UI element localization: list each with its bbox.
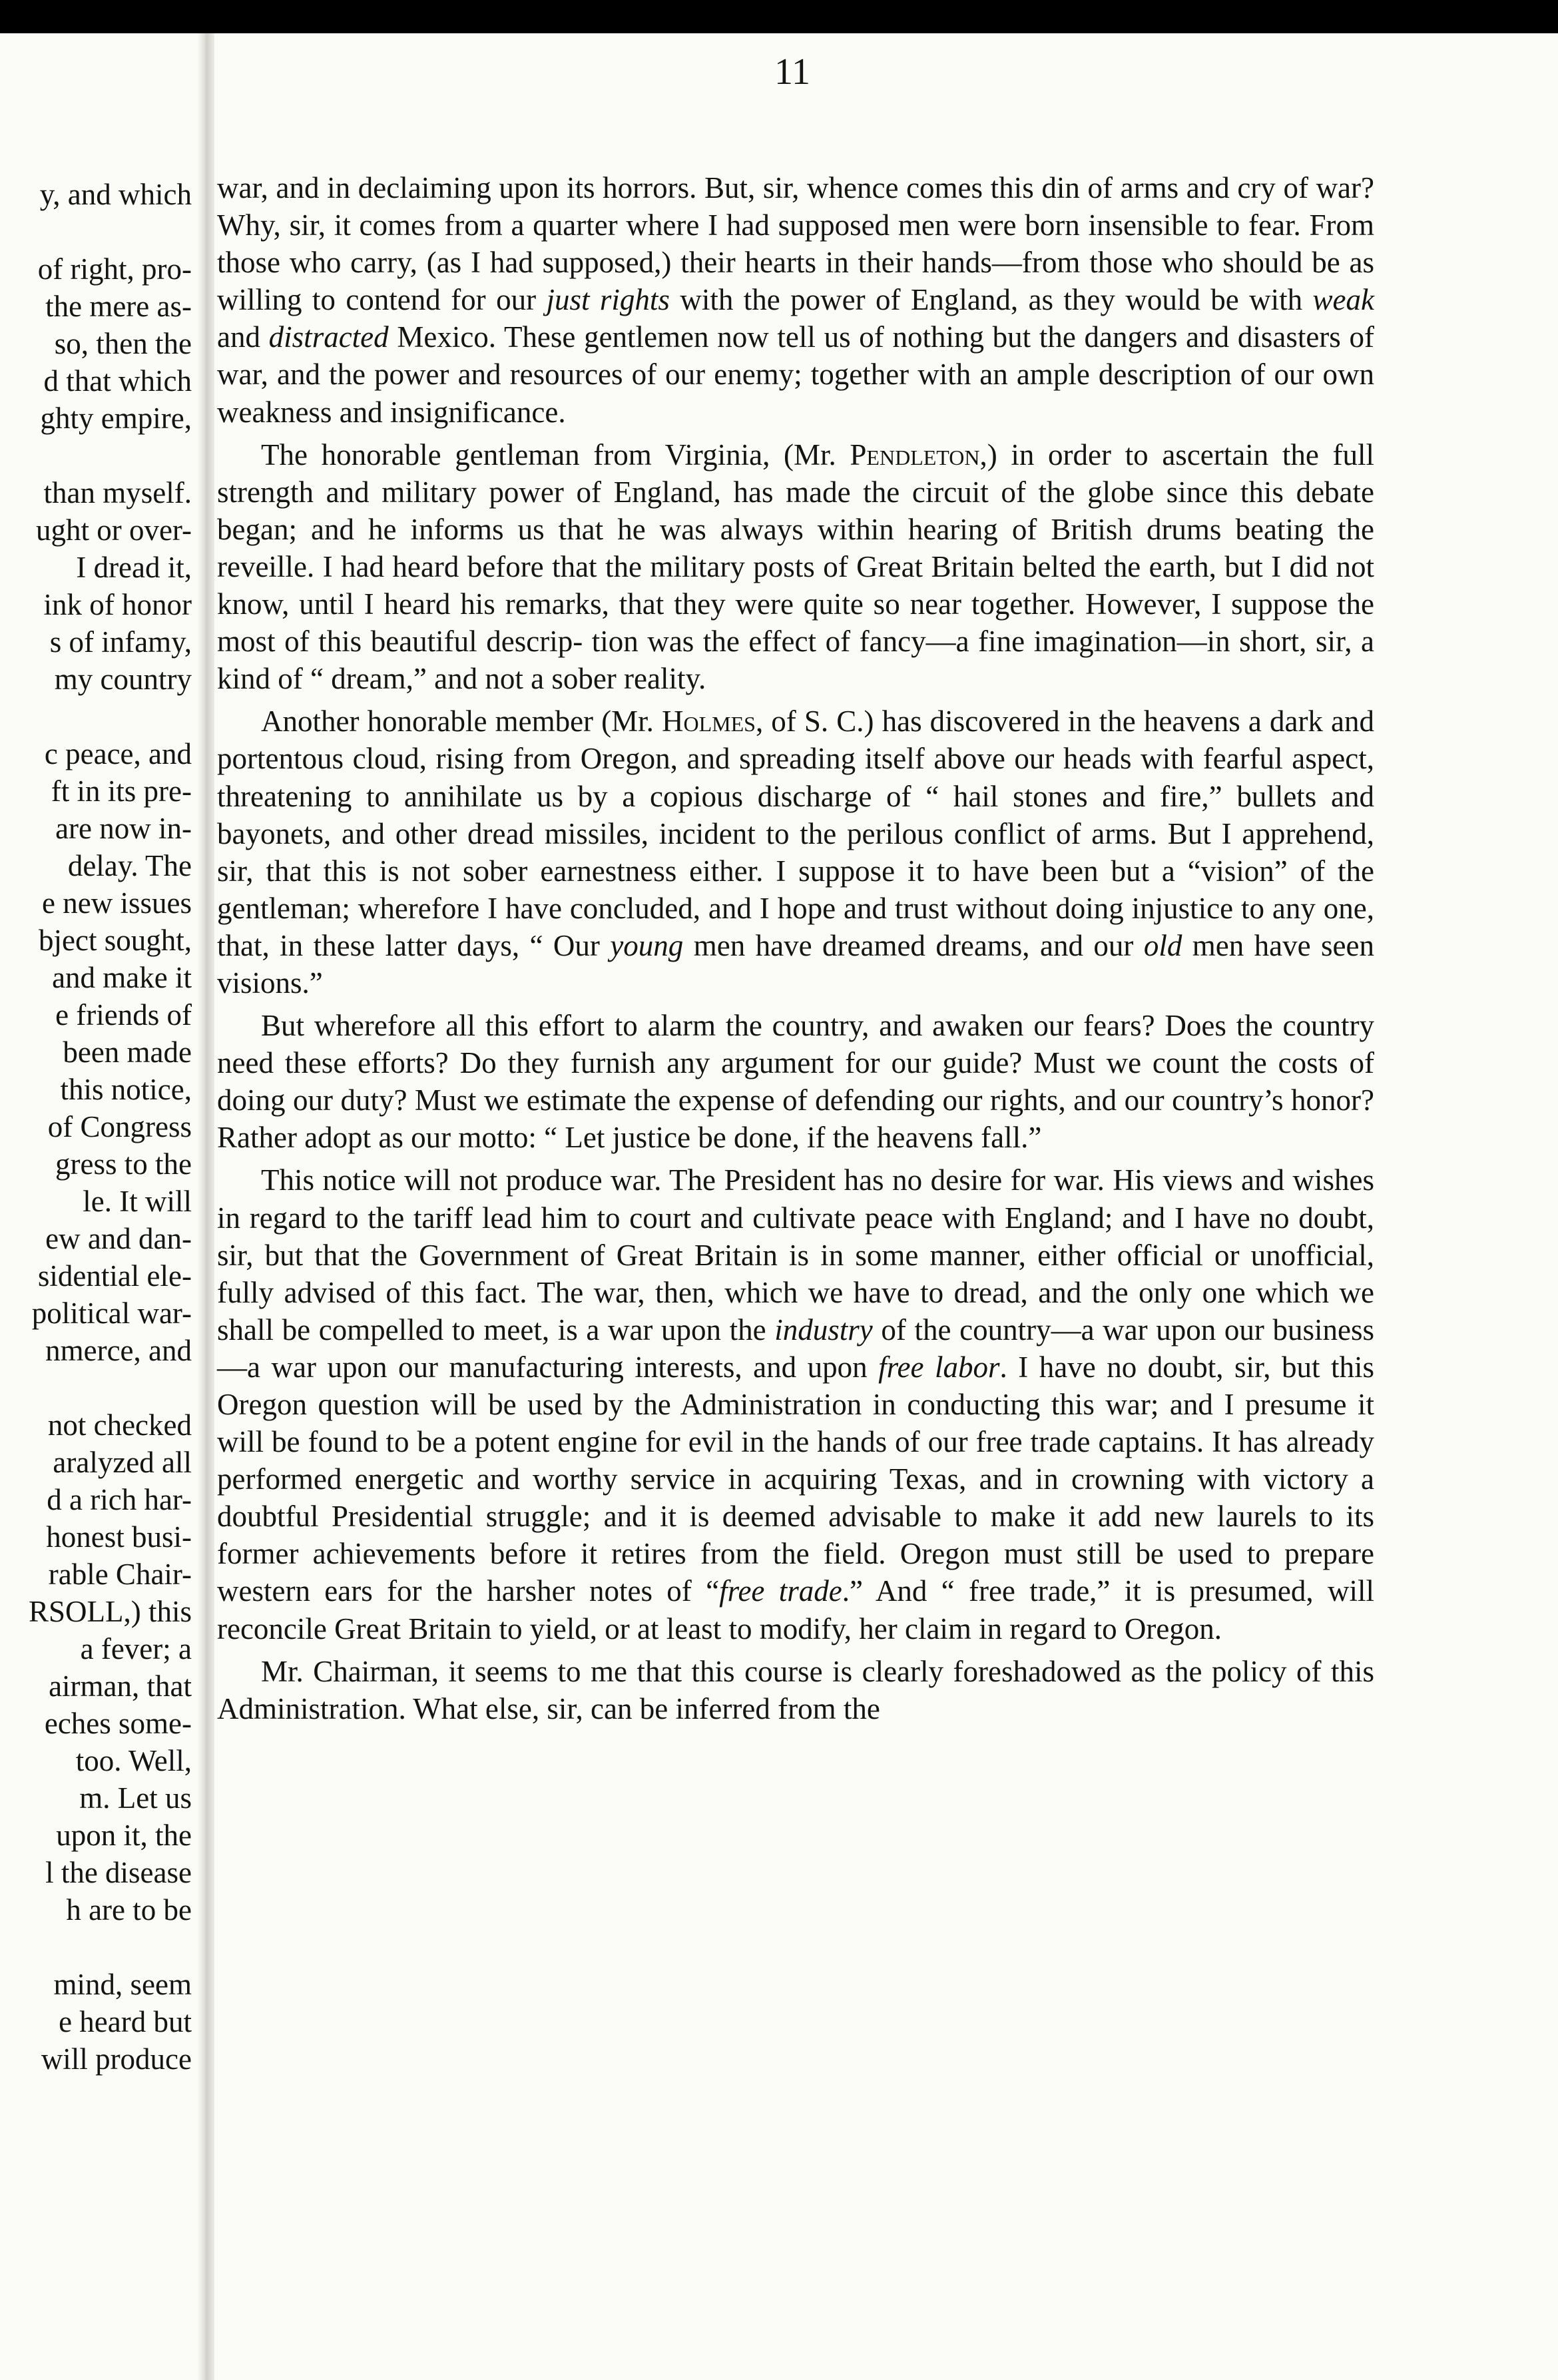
left-column-line: ew and dan- [45,1222,192,1255]
italic-text: industry [774,1313,873,1346]
left-column-line: aralyzed all [53,1446,192,1479]
small-caps-name: Holmes [661,705,756,739]
left-column-line: s of infamy, [49,625,192,659]
left-column-line: eches some- [44,1707,192,1740]
left-column-line: delay. The [67,849,192,882]
left-column-line: not checked [47,1408,192,1442]
paragraph-text: The honorable gentleman from Virginia, (Mr. [261,438,850,471]
italic-text: free trade [719,1574,842,1608]
left-column-line: honest busi- [46,1520,192,1554]
left-column-line: the mere as- [45,290,192,323]
left-column-line: too. Well, [75,1744,192,1777]
body-paragraph [217,1653,1374,1727]
left-column-line: e new issues [42,886,192,920]
left-column-line: gress to the [55,1147,192,1181]
left-column-line: m. Let us [79,1781,192,1815]
page-binding-gutter [197,33,214,2380]
left-column-line: nmerce, and [45,1334,192,1367]
main-text-column [217,169,1374,1727]
left-column-line: upon it, the [56,1819,192,1852]
left-column-line: e friends of [55,998,192,1032]
left-column-line: rable Chair- [48,1558,192,1591]
left-column-line: of right, pro- [37,252,192,286]
left-column-line: mind, seem [53,1968,192,2001]
left-column-line: been made [63,1036,192,1069]
body-paragraph [217,1161,1374,1647]
body-paragraph [217,1007,1374,1156]
paragraph-text: of the country—a war upon our business—a war upon our manufacturing interests, and upon [217,1313,1374,1384]
paragraph-text: .” And “ free trade,” it is presumed, will reconcile Great Britain to yield, or at least to modify, her claim in regard to Oregon. [217,1574,1374,1645]
italic-text: weak [1312,283,1374,317]
paragraph-text: men have seen visions.” [217,928,1374,1000]
left-column-line: d that which [43,364,192,398]
left-column-line: y, and which [39,180,192,211]
left-column-line: h are to be [66,1893,192,1927]
left-column-line: ft in its pre- [51,774,192,808]
italic-text: old [1143,928,1182,962]
left-column-line: sidential ele- [37,1259,192,1293]
left-column-line: of Congress [47,1110,192,1143]
page-number: 11 [774,51,810,93]
left-column-line: and make it [52,961,192,994]
paragraph-text: ,) in order to ascertain the full strength and military power of England, has made the circuit of the globe since this debate began; and he informs us that he was always within hearing of British drums beating the reveille. I had heard before that the military posts of Great Britain belted the earth, but I did not know, until I heard his remarks, that they were quite so near together. However, I suppose the most of this beautiful descrip- tion was the effect of fancy—a fine imagination—in short, sir, a kind of “ dream,” and not a sober reality. [217,438,1374,696]
left-column-line: ught or over- [35,513,192,547]
left-column-line: l the disease [45,1856,192,1889]
paragraph-text: Mexico. These gentlemen now tell us of nothing but the dangers and disasters of war, and the power and resources of our enemy; together with an ample description of our own weakness and insignificance. [217,320,1374,429]
paragraph-text: war, and in declaiming upon its horrors. But, sir, whence comes this din of arms and cry of war? Why, sir, it comes from a quarter where I had supposed men were born insensible to fear. From those who carry, (as I had supposed,) their hearts in their hands—from those who should be as willing to contend for our [217,171,1374,317]
left-page-column-fragment [0,180,197,2377]
small-caps-name: Pendleton [850,438,980,471]
body-paragraph [217,703,1374,1002]
left-column-line: will produce [41,2042,192,2076]
left-column-line: RSOLL,) this [28,1595,192,1628]
left-column-line: d a rich har- [47,1483,192,1516]
paragraph-text: Mr. Chairman, it seems to me that this course is clearly foreshadowed as the policy of this Administration. What else, sir, can be inferred from the [217,1654,1374,1725]
left-column-line: c peace, and [44,737,192,770]
italic-text: distracted [268,320,389,354]
left-column-line: a fever; a [80,1632,192,1665]
body-paragraph [217,169,1374,431]
paragraph-text: with the power of England, as they would be with [669,283,1313,317]
paragraph-text: This notice will not produce war. The President has no desire for war. His views and wishes in regard to the tariff lead him to court and cultivate peace with England; and I have no doubt, sir, but that the Government of Great Britain is in some manner, either official or unofficial, fully advised of this fact. The war, then, which we have to dread, and the only one which we shall be compelled to meet, is a war upon the [217,1163,1374,1346]
italic-text: just rights [546,283,670,317]
left-column-line: le. It will [83,1185,192,1218]
paragraph-text: Another honorable member (Mr. [261,705,662,739]
italic-text: young [610,928,684,962]
italic-text: free labor [878,1350,1000,1384]
paragraph-text: . I have no doubt, sir, but this Oregon question will be used by the Administration in conducting this war; and I presume it will be found to be a potent engine for evil in the hands of our free trade captains. It has already performed energetic and worthy service in acquiring Texas, and in crowning with victory a doubtful Presidential struggle; and it is deemed advisable to make it add new laurels to its former achievements before it retires from the field. Oregon must still be used to prepare western ears for the harsher notes of “ [217,1350,1374,1608]
left-column-line: airman, that [49,1669,192,1703]
left-column-line: political war- [31,1297,192,1330]
paragraph-text: and [217,320,269,354]
left-column-line: ink of honor [43,588,192,621]
body-paragraph [217,436,1374,698]
left-column-line: e heard but [59,2005,192,2038]
left-column-line: bject sought, [39,924,192,957]
left-column-line: I dread it, [76,551,192,584]
left-column-line: than myself. [43,476,192,509]
paragraph-text: But wherefore all this effort to alarm the country, and awaken our fears? Does the country need these efforts? Do they furnish any argument for our guide? Must we count the costs of doing our duty? Must we estimate the expense of defending our rights, and our country’s honor? Rather adopt as our motto: “ Let justice be done, if the heavens fall.” [217,1009,1374,1155]
left-column-line: this notice, [60,1073,192,1106]
left-column-line: so, then the [54,327,192,360]
left-column-line: are now in- [55,812,192,845]
left-column-line: my country [54,663,192,696]
paragraph-text: , of S. C.) has discovered in the heavens a dark and portentous cloud, rising from Oregon, and spreading itself above our heads with fearful aspect, threatening to annihilate us by a copious discharge of “ hail stones and fire,” bullets and bayonets, and other dread missiles, incident to the perilous conflict of arms. But I apprehend, sir, that this is not sober earnestness either. I suppose it to have been but a “vision” of the gentleman; wherefore I have concluded, and I hope and trust without doing injustice to any one, that, in these latter days, “ Our [217,705,1374,962]
paragraph-text: men have dreamed dreams, and our [683,928,1144,962]
left-column-line: ghty empire, [40,402,192,435]
